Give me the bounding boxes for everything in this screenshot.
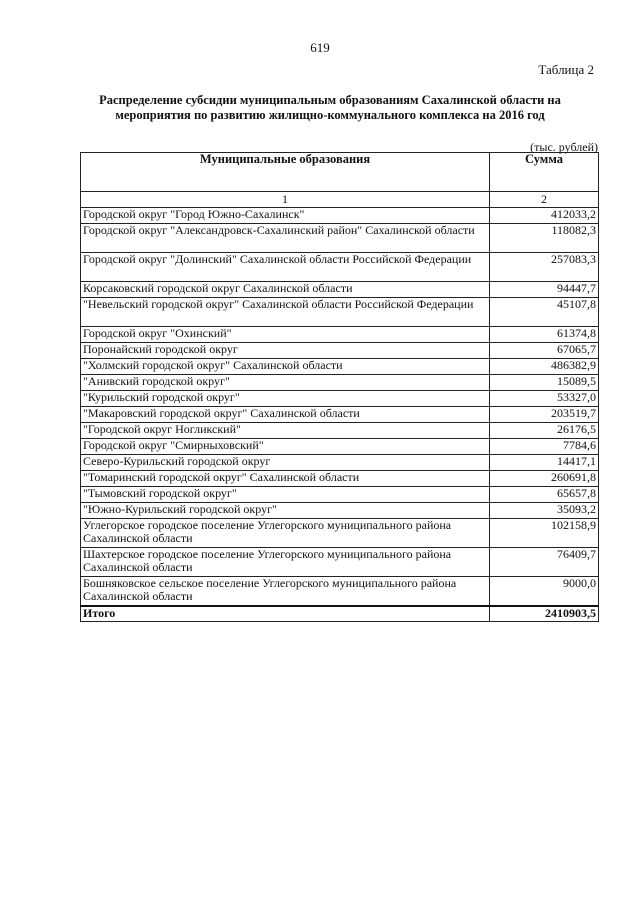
row-name: Городской округ "Смирныховский" bbox=[81, 439, 490, 455]
row-sum: 15089,5 bbox=[490, 375, 599, 391]
row-name: Городской округ "Охинский" bbox=[81, 327, 490, 343]
document-title: Распределение субсидии муниципальным образованиям Сахалинской области на мероприятия по развитию жилищно-коммунального комплекса на 2016 год bbox=[99, 93, 561, 122]
column-number-2: 2 bbox=[490, 192, 599, 208]
row-sum: 486382,9 bbox=[490, 359, 599, 375]
row-name: "Тымовский городской округ" bbox=[81, 487, 490, 503]
table-header-row bbox=[81, 153, 599, 192]
row-sum: 118082,3 bbox=[490, 224, 599, 253]
row-name: Северо-Курильский городской округ bbox=[81, 455, 490, 471]
table-row bbox=[81, 343, 599, 359]
row-name: "Анивский городской округ" bbox=[81, 375, 490, 391]
row-sum: 53327,0 bbox=[490, 391, 599, 407]
table-row bbox=[81, 359, 599, 375]
row-sum: 257083,3 bbox=[490, 253, 599, 282]
table-row bbox=[81, 375, 599, 391]
table-label: Таблица 2 bbox=[538, 62, 594, 77]
table-row bbox=[81, 503, 599, 519]
row-sum: 9000,0 bbox=[490, 577, 599, 607]
subsidies-table bbox=[80, 152, 599, 622]
column-number-row bbox=[81, 192, 599, 208]
table-row bbox=[81, 208, 599, 224]
header-municipalities: Муниципальные образования bbox=[81, 153, 490, 192]
row-name: Углегорское городское поселение Углегорского муниципального района Сахалинской области bbox=[81, 519, 490, 548]
row-name: "Макаровский городской округ" Сахалинской области bbox=[81, 407, 490, 423]
row-sum: 14417,1 bbox=[490, 455, 599, 471]
row-sum: 67065,7 bbox=[490, 343, 599, 359]
row-sum: 65657,8 bbox=[490, 487, 599, 503]
row-name: Городской округ "Александровск-Сахалинский район" Сахалинской области bbox=[81, 224, 490, 253]
row-sum: 61374,8 bbox=[490, 327, 599, 343]
row-name: Поронайский городской округ bbox=[81, 343, 490, 359]
row-sum: 35093,2 bbox=[490, 503, 599, 519]
table-row bbox=[81, 407, 599, 423]
table-row bbox=[81, 327, 599, 343]
row-name: "Невельский городской округ" Сахалинской области Российской Федерации bbox=[81, 298, 490, 327]
units-label: (тыс. рублей) bbox=[530, 140, 598, 154]
total-sum: 2410903,5 bbox=[490, 606, 599, 622]
row-name: "Томаринский городской округ" Сахалинской области bbox=[81, 471, 490, 487]
table-row bbox=[81, 577, 599, 607]
table-row bbox=[81, 439, 599, 455]
table-row bbox=[81, 253, 599, 282]
row-name: "Южно-Курильский городской округ" bbox=[81, 503, 490, 519]
total-label: Итого bbox=[81, 606, 490, 622]
row-name: Корсаковский городской округ Сахалинской области bbox=[81, 282, 490, 298]
row-sum: 260691,8 bbox=[490, 471, 599, 487]
table-row bbox=[81, 282, 599, 298]
row-sum: 7784,6 bbox=[490, 439, 599, 455]
table-row bbox=[81, 548, 599, 577]
table-row bbox=[81, 391, 599, 407]
row-sum: 76409,7 bbox=[490, 548, 599, 577]
row-sum: 102158,9 bbox=[490, 519, 599, 548]
table-row bbox=[81, 423, 599, 439]
table-row bbox=[81, 298, 599, 327]
table-row bbox=[81, 471, 599, 487]
row-name: Городской округ "Долинский" Сахалинской области Российской Федерации bbox=[81, 253, 490, 282]
row-name: "Холмский городской округ" Сахалинской области bbox=[81, 359, 490, 375]
row-sum: 45107,8 bbox=[490, 298, 599, 327]
row-name: Шахтерское городское поселение Углегорского муниципального района Сахалинской области bbox=[81, 548, 490, 577]
table-row bbox=[81, 455, 599, 471]
row-sum: 26176,5 bbox=[490, 423, 599, 439]
row-sum: 203519,7 bbox=[490, 407, 599, 423]
table-row bbox=[81, 519, 599, 548]
page-number: 619 bbox=[310, 40, 330, 55]
row-name: Городской округ "Город Южно-Сахалинск" bbox=[81, 208, 490, 224]
row-name: Бошняковское сельское поселение Углегорского муниципального района Сахалинской области bbox=[81, 577, 490, 607]
row-name: "Курильский городской округ" bbox=[81, 391, 490, 407]
table-row bbox=[81, 487, 599, 503]
total-row bbox=[81, 606, 599, 622]
column-number-1: 1 bbox=[81, 192, 490, 208]
table-row bbox=[81, 224, 599, 253]
header-sum: Сумма bbox=[490, 153, 599, 192]
row-sum: 94447,7 bbox=[490, 282, 599, 298]
row-sum: 412033,2 bbox=[490, 208, 599, 224]
row-name: "Городской округ Ногликский" bbox=[81, 423, 490, 439]
